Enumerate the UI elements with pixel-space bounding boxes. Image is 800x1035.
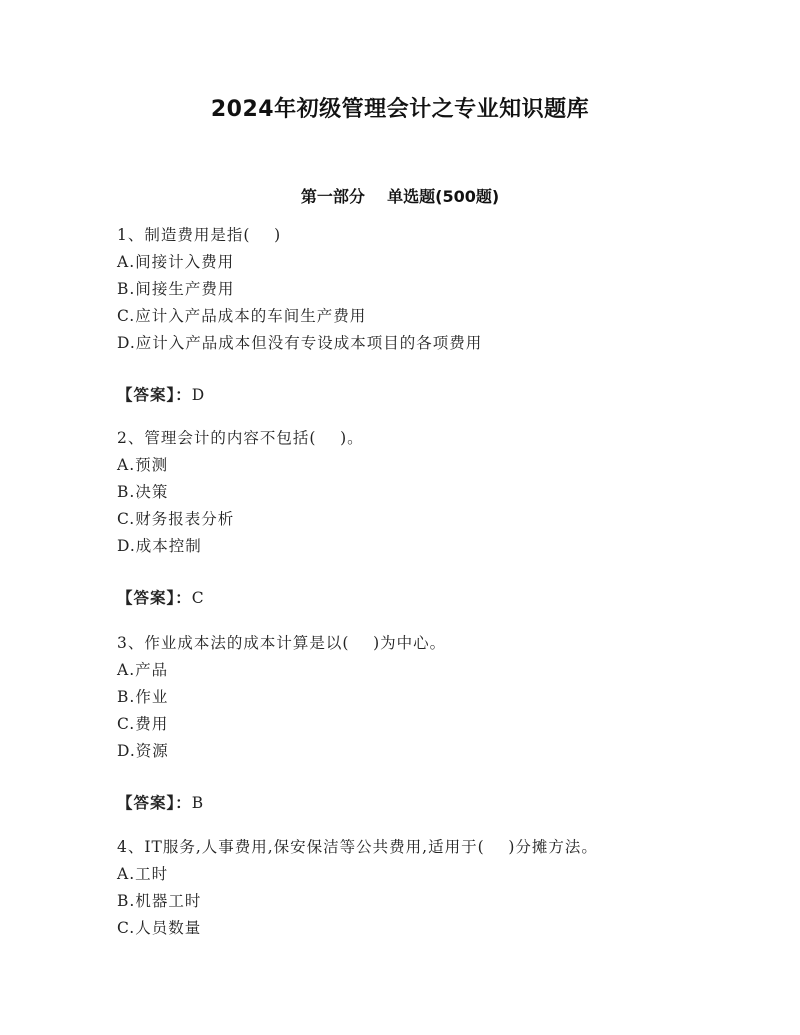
question-1 — [117, 222, 737, 409]
question-4 — [117, 834, 737, 942]
answer-line — [117, 382, 737, 409]
option-b: B.决策 — [117, 483, 169, 501]
question-3 — [117, 630, 737, 817]
option-a: A.预测 — [117, 456, 169, 474]
answer-value: C — [191, 589, 205, 607]
question-stem: 1、制造费用是指( ) — [117, 226, 282, 244]
option-c: C.应计入产品成本的车间生产费用 — [117, 307, 367, 325]
option-d: D.成本控制 — [117, 537, 202, 555]
answer-label: 【答案】： — [117, 589, 192, 607]
question-2 — [117, 425, 737, 612]
option-b: B.机器工时 — [117, 892, 202, 910]
page-title: 2024年初级管理会计之专业知识题库 — [210, 97, 590, 122]
option-c: C.费用 — [117, 715, 169, 733]
answer-label: 【答案】： — [117, 794, 192, 812]
option-c: C.财务报表分析 — [117, 510, 235, 528]
section-title: 第一部分 单选题(500题) — [300, 187, 500, 206]
option-a: A.产品 — [117, 661, 169, 679]
option-a: A.工时 — [117, 865, 169, 883]
question-stem: 4、IT服务,人事费用,保安保洁等公共费用,适用于( )分摊方法。 — [117, 838, 598, 856]
answer-value: B — [191, 794, 205, 812]
option-d: D.应计入产品成本但没有专设成本项目的各项费用 — [117, 334, 483, 352]
answer-label: 【答案】： — [117, 386, 192, 404]
option-c: C.人员数量 — [117, 919, 202, 937]
option-a: A.间接计入费用 — [117, 253, 235, 271]
option-b: B.作业 — [117, 688, 169, 706]
answer-line — [117, 585, 737, 612]
answer-line — [117, 790, 737, 817]
option-b: B.间接生产费用 — [117, 280, 235, 298]
question-stem: 2、管理会计的内容不包括( )。 — [117, 429, 364, 447]
option-d: D.资源 — [117, 742, 169, 760]
answer-value: D — [191, 386, 206, 404]
question-stem: 3、作业成本法的成本计算是以( )为中心。 — [117, 634, 447, 652]
